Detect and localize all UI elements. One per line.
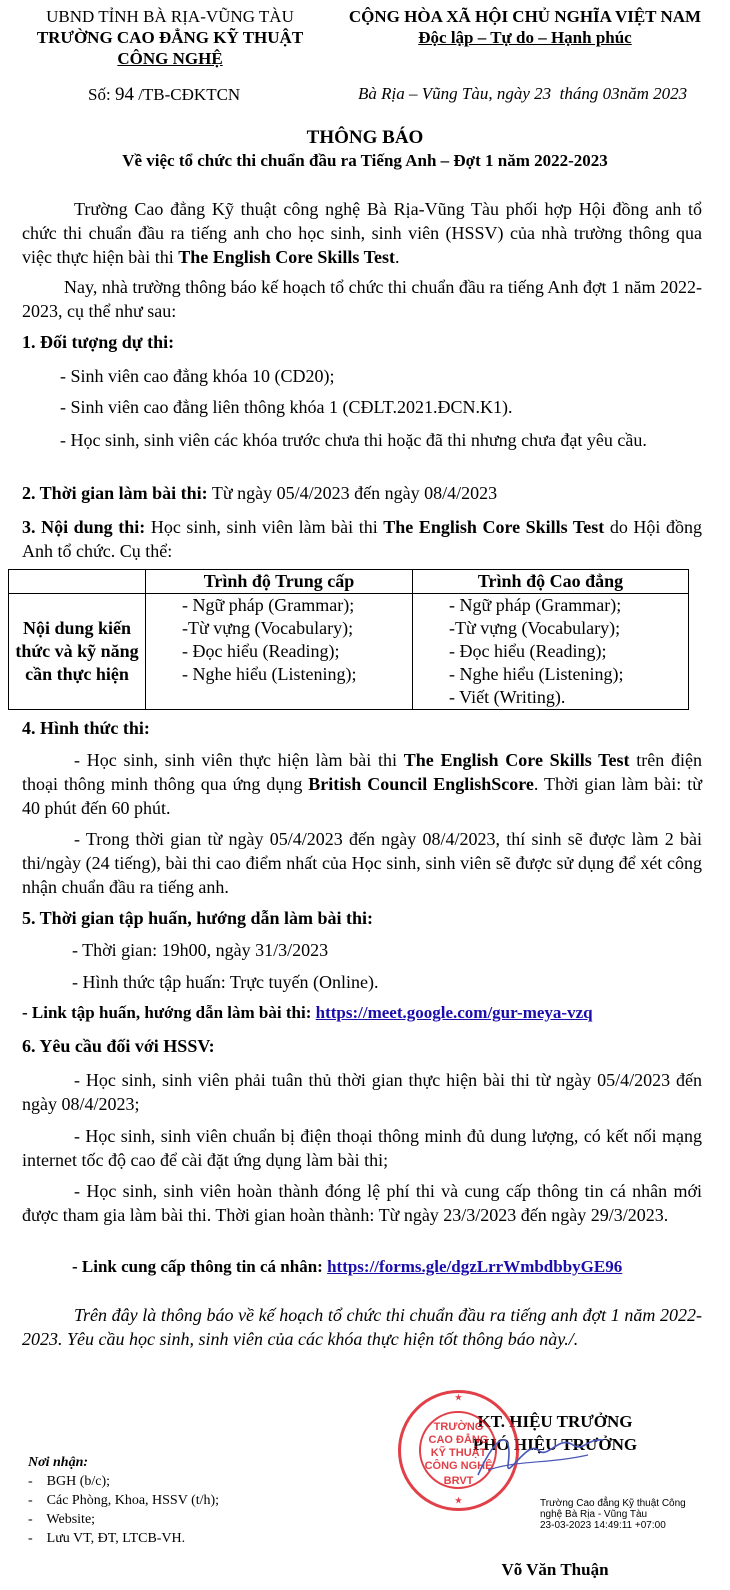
so-suffix: /TB-CĐKTCN	[138, 85, 241, 104]
digital-sign-line2: nghệ Bà Rịa - Vũng Tàu	[540, 1509, 648, 1520]
digital-sign-line3: 23-03-2023 14:49:11 +07:00	[540, 1520, 666, 1531]
recipients-heading: Nơi nhận:	[28, 1455, 89, 1470]
section-1-item-2: - Sinh viên cao đẳng liên thông khóa 1 (CĐLT.2021.ĐCN.K1).	[60, 397, 513, 417]
table-corner-cell	[9, 570, 146, 594]
org-line1: UBND TỈNH BÀ RỊA-VŨNG TÀU	[46, 7, 294, 26]
section-6-link-line	[72, 1257, 622, 1277]
list-item: -Từ vựng (Vocabulary);	[449, 618, 621, 638]
section-3-bold: The English Core Skills Test	[383, 517, 605, 537]
org-line3: CÔNG NGHỆ	[117, 49, 223, 68]
table-row	[9, 594, 689, 710]
intro-p1-end: .	[394, 247, 400, 267]
section-5-item-2: - Hình thức tập huấn: Trực tuyến (Online).	[72, 972, 379, 992]
section-5-link-line	[22, 1003, 593, 1023]
nation-header	[335, 6, 715, 48]
list-item: - BGH (b/c);	[28, 1474, 111, 1489]
section-2-text: Từ ngày 05/4/2023 đến ngày 08/4/2023	[207, 483, 498, 503]
so-label: Số:	[88, 85, 111, 104]
table-header-college: Trình độ Cao đẳng	[413, 570, 689, 594]
list-item: - Nghe hiểu (Listening);	[182, 664, 357, 684]
section-5-item-1: - Thời gian: 19h00, ngày 31/3/2023	[72, 940, 329, 960]
table-header-row	[9, 570, 689, 594]
section-1-item-3: - Học sinh, sinh viên các khóa trước chưa thi hoặc đã thi nhưng chưa đạt yêu cầu.	[60, 430, 647, 450]
section-2	[22, 483, 497, 504]
list-item: - Ngữ pháp (Grammar);	[182, 595, 355, 615]
list-item: - Nghe hiểu (Listening);	[449, 664, 624, 684]
nation-line1: CỘNG HÒA XÃ HỘI CHỦ NGHĨA VIỆT NAM	[348, 7, 702, 26]
list-item: - Ngữ pháp (Grammar);	[449, 595, 622, 615]
list-item: - Các Phòng, Khoa, HSSV (t/h);	[28, 1493, 220, 1508]
digital-signature-info	[540, 1498, 686, 1531]
digital-sign-line1: Trường Cao đẳng Kỹ thuật Công	[540, 1498, 686, 1509]
list-item: -Từ vựng (Vocabulary);	[182, 618, 354, 638]
info-form-link[interactable]: https://forms.gle/dgzLrrWmbdbbyGE96	[327, 1257, 623, 1276]
info-link-label: - Link cung cấp thông tin cá nhân:	[72, 1257, 328, 1276]
section-3-end: do Hội đồng Anh tổ chức. Cụ thể:	[22, 517, 702, 561]
s4-p1-a: - Học sinh, sinh viên thực hiện làm bài thi	[74, 750, 404, 770]
s4-p1-c: trên điện thoại thông minh thông qua ứng dụng	[22, 750, 702, 794]
signer-name: Võ Văn Thuận	[501, 1560, 609, 1579]
table-cell-intermediate	[146, 594, 413, 710]
list-item: - Đọc hiểu (Reading);	[449, 641, 607, 661]
section-3-heading: 3. Nội dung thi:	[22, 517, 146, 537]
section-6-paragraph-2: - Học sinh, sinh viên chuẩn bị điện thoại thông minh đủ dung lượng, có kết nối mạng internet tốc độ cao để cài đặt ứng dụng làm bài thi;	[22, 1126, 702, 1170]
section-3-text: Học sinh, sinh viên làm bài thi	[145, 517, 384, 537]
closing-paragraph: Trên đây là thông báo về kế hoạch tổ chức thi chuẩn đầu ra tiếng anh đợt 1 năm 2022-2023. Yêu cầu học sinh, sinh viên của các khóa thực hiện tốt thông báo này./.	[22, 1305, 702, 1349]
section-4-paragraph-2: - Trong thời gian từ ngày 05/4/2023 đến ngày 08/4/2023, thí sinh sẽ được làm 2 bài thi/ngày (24 tiếng), bài thi cao điểm nhất của Học sinh, sinh viên sẽ được sử dụng để xét công nhận chuẩn đầu ra tiếng anh.	[22, 829, 702, 897]
section-4-heading: 4. Hình thức thi:	[22, 718, 150, 738]
recipients-block	[28, 1453, 219, 1548]
signature-line1: KT. HIỆU TRƯỞNG	[477, 1412, 633, 1431]
s4-p1-b: The English Core Skills Test	[403, 750, 630, 770]
table-cell-college	[413, 594, 689, 710]
doc-title: THÔNG BÁO	[306, 127, 424, 148]
section-4-paragraph-1	[22, 748, 702, 820]
exam-content-table	[8, 569, 689, 710]
org-header	[20, 6, 320, 69]
section-2-heading: 2. Thời gian làm bài thi:	[22, 483, 208, 503]
table-row-label: Nội dung kiến thức và kỹ năng cần thực hiện	[9, 594, 146, 710]
intro-paragraph-2: Nay, nhà trường thông báo kế hoạch tổ chức thi chuẩn đầu ra tiếng Anh đợt 1 năm 2022-2023, cụ thể như sau:	[22, 277, 702, 321]
intro-p1-text: Trường Cao đẳng Kỹ thuật công nghệ Bà Rịa-Vũng Tàu phối hợp Hội đồng anh tổ chức thi chuẩn đầu ra tiếng anh cho học sinh, sinh viên (HSSV) của nhà trường thông qua việc thực hiện bài thi	[22, 199, 702, 267]
section-3	[22, 515, 702, 563]
training-link-label: - Link tập huấn, hướng dẫn làm bài thi:	[22, 1003, 316, 1022]
section-1-heading: 1. Đối tượng dự thi:	[22, 332, 175, 352]
table-header-intermediate: Trình độ Trung cấp	[146, 570, 413, 594]
place-date: Bà Rịa – Vũng Tàu, ngày 23 tháng 03năm 2023	[358, 84, 688, 103]
list-item: - Viết (Writing).	[449, 687, 566, 707]
red-seal-stamp: TRƯỜNG CAO ĐẲNG KỸ THUẬT CÔNG NGHỆ BRVT ★ ★	[398, 1390, 519, 1511]
handwritten-signature	[468, 1420, 608, 1490]
list-item: - Đọc hiểu (Reading);	[182, 641, 340, 661]
org-line2: TRƯỜNG CAO ĐẲNG KỸ THUẬT	[36, 28, 304, 47]
signature-line2: PHÓ HIỆU TRƯỞNG	[472, 1435, 638, 1454]
list-item: - Lưu VT, ĐT, LTCB-VH.	[28, 1531, 186, 1546]
document-number	[88, 84, 240, 106]
intro-p1-bold: The English Core Skills Test	[178, 247, 395, 267]
section-5-heading: 5. Thời gian tập huấn, hướng dẫn làm bài thi:	[22, 908, 374, 928]
section-6-paragraph-1: - Học sinh, sinh viên phải tuân thủ thời gian thực hiện bài thi từ ngày 05/4/2023 đến ngày 08/4/2023;	[22, 1070, 702, 1114]
section-6-heading: 6. Yêu cầu đối với HSSV:	[22, 1036, 215, 1056]
list-item: - Website;	[28, 1512, 96, 1527]
training-meet-link[interactable]: https://meet.google.com/gur-meya-vzq	[315, 1003, 593, 1022]
s4-p1-d: British Council EnglishScore	[308, 774, 534, 794]
nation-line2: Độc lập – Tự do – Hạnh phúc	[418, 28, 632, 47]
section-1-item-1: - Sinh viên cao đẳng khóa 10 (CD20);	[60, 366, 335, 386]
doc-subtitle: Về việc tổ chức thi chuẩn đầu ra Tiếng Anh – Đợt 1 năm 2022-2023	[122, 151, 608, 170]
section-6-paragraph-3: - Học sinh, sinh viên hoàn thành đóng lệ phí thi và cung cấp thông tin cá nhân mới được tham gia làm bài thi. Thời gian hoàn thành: Từ ngày 23/3/2023 đến ngày 29/3/2023.	[22, 1181, 702, 1225]
intro-paragraph-1	[22, 197, 702, 269]
s4-p1-e: . Thời gian làm bài: từ 40 phút đến 60 phút.	[22, 774, 702, 818]
so-number: 94	[114, 84, 134, 105]
